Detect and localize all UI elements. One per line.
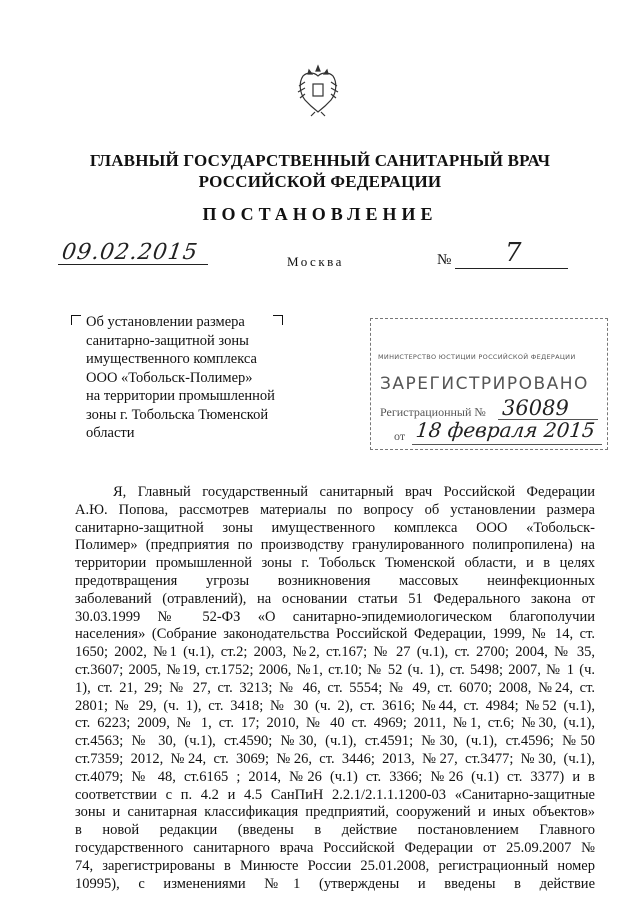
number-underline xyxy=(455,268,568,269)
body-line: 2801; № 29, (ч. 1), ст. 3418; № 30 (ч. 2), ст. 3616; №44, ст. 4984; №52 (ч.1), xyxy=(75,697,595,714)
city-label: Москва xyxy=(287,254,344,269)
body-line: предотвращения угрозы возникновения массовых неинфекционных xyxy=(75,572,595,589)
agency-title xyxy=(0,150,640,192)
registration-stamp xyxy=(368,318,608,468)
body-line: 10995), с изменениями №1 (утверждены и введены в действие xyxy=(75,875,595,892)
body-line: Полимер» (предприятия по производству гранулированного полипропилена) на xyxy=(75,537,595,554)
stamp-ministry: МИНИСТЕРСТВО ЮСТИЦИИ РОССИЙСКОЙ ФЕДЕРАЦИИ xyxy=(378,353,576,361)
document-type-title: ПОСТАНОВЛЕНИЕ xyxy=(202,204,438,224)
stamp-date: 18 февраля 2015 xyxy=(414,418,597,442)
body-paragraph xyxy=(75,484,595,893)
handwritten-number: 7 xyxy=(505,238,522,268)
subject-line: Об установлении размера xyxy=(86,314,245,330)
body-line: А.Ю. Попова, рассмотрев материалы по вопросу об установлении размера xyxy=(75,501,595,518)
body-line: соответствии с п. 4.2 и 4.5 СанПиН 2.2.1/2.1.1.1200-03 «Санитарно-защитные xyxy=(75,786,595,803)
subject-bracket-left xyxy=(71,315,81,325)
stamp-date-underline xyxy=(412,444,602,445)
body-line: ст.4079; № 48, ст.6165 ; 2014, №26 (ч.1) ст. 3366; №26 (ч.1) ст. 3377) и в xyxy=(75,768,595,785)
body-line: ст.7359; 2012, №24, ст. 3069; №26, ст. 3446; 2013, №27, ст.3477; №30, (ч.1), xyxy=(75,750,595,767)
subject-line: области xyxy=(86,425,135,441)
stamp-reg-number: 36089 xyxy=(502,396,569,420)
subject-line: на территории промышленной xyxy=(86,388,275,404)
body-line: зоны и санитарная классификация предприятий, сооружений и иных объектов» xyxy=(75,804,595,821)
body-line: 30.03.1999 № 52-ФЗ «О санитарно-эпидемиологическом благополучии xyxy=(75,608,595,625)
number-label: № xyxy=(437,252,452,268)
body-line: 1), ст. 21, 29; № 27, ст. 3213; № 46, ст. 5554; № 49, ст. 6070; 2008, №24, ст. xyxy=(75,679,595,696)
subject-line: санитарно-защитной зоны xyxy=(86,332,249,349)
body-line: 1650; 2002, №1 (ч.1), ст.2; 2003, №2, ст.167; № 27 (ч.1), ст. 2700; 2004, № 35, xyxy=(75,644,595,661)
body-line: государственного санитарного врача Российской Федерации от 25.09.2007 № xyxy=(75,839,595,856)
stamp-reg-number-label: Регистрационный № xyxy=(380,405,486,419)
body-line: санитарно-защитной зоны имущественного комплекса ООО «Тобольск- xyxy=(75,519,595,536)
subject-line: зоны г. Тобольска Тюменской xyxy=(86,406,269,423)
body-line: в новой редакции (введены в действие постановлением Главного xyxy=(75,822,595,839)
body-line: территории промышленной зоны г. Тобольск Тюменской области, и в целях xyxy=(75,555,595,572)
subject-block xyxy=(86,313,284,443)
body-line: ст.3607; 2005, №19, ст.1752; 2006, №1, ст.10; № 52 (ч. 1), ст. 5498; 2007, № 1 (ч. xyxy=(75,661,595,678)
date-underline xyxy=(58,264,208,265)
stamp-date-prefix: от xyxy=(394,429,406,443)
stamp-registered-label: ЗАРЕГИСТРИРОВАНО xyxy=(380,374,589,394)
body-line: Я, Главный государственный санитарный врач Российской Федерации xyxy=(113,484,595,500)
agency-line-2: РОССИЙСКОЙ ФЕДЕРАЦИИ xyxy=(198,172,442,191)
subject-line: ООО «Тобольск-Полимер» xyxy=(86,369,253,386)
body-line: населения» (Собрание законодательства Российской Федерации, 1999, № 14, ст. xyxy=(75,626,595,643)
subject-line: имущественного комплекса xyxy=(86,351,257,367)
body-line: 74, зарегистрированы в Минюсте России 25.01.2008, регистрационный номер xyxy=(75,857,595,874)
body-line: ст.4563; № 30, (ч.1), ст.4590; №30, (ч.1), ст.4591; №30, (ч.1), ст.4596; №50 xyxy=(75,733,595,750)
body-line: заболеваний (отравлений), на основании статьи 51 Федерального закона от xyxy=(75,590,595,607)
body-line: ст. 6223; 2009, № 1, ст. 17; 2010, № 40 ст. 4969; 2011, №1, ст.6; №30, (ч.1), xyxy=(75,715,595,732)
coat-of-arms-icon xyxy=(293,62,343,118)
handwritten-date: 09.02.2015 xyxy=(60,240,200,265)
agency-line-1: ГЛАВНЫЙ ГОСУДАРСТВЕННЫЙ САНИТАРНЫЙ ВРАЧ xyxy=(89,151,551,170)
